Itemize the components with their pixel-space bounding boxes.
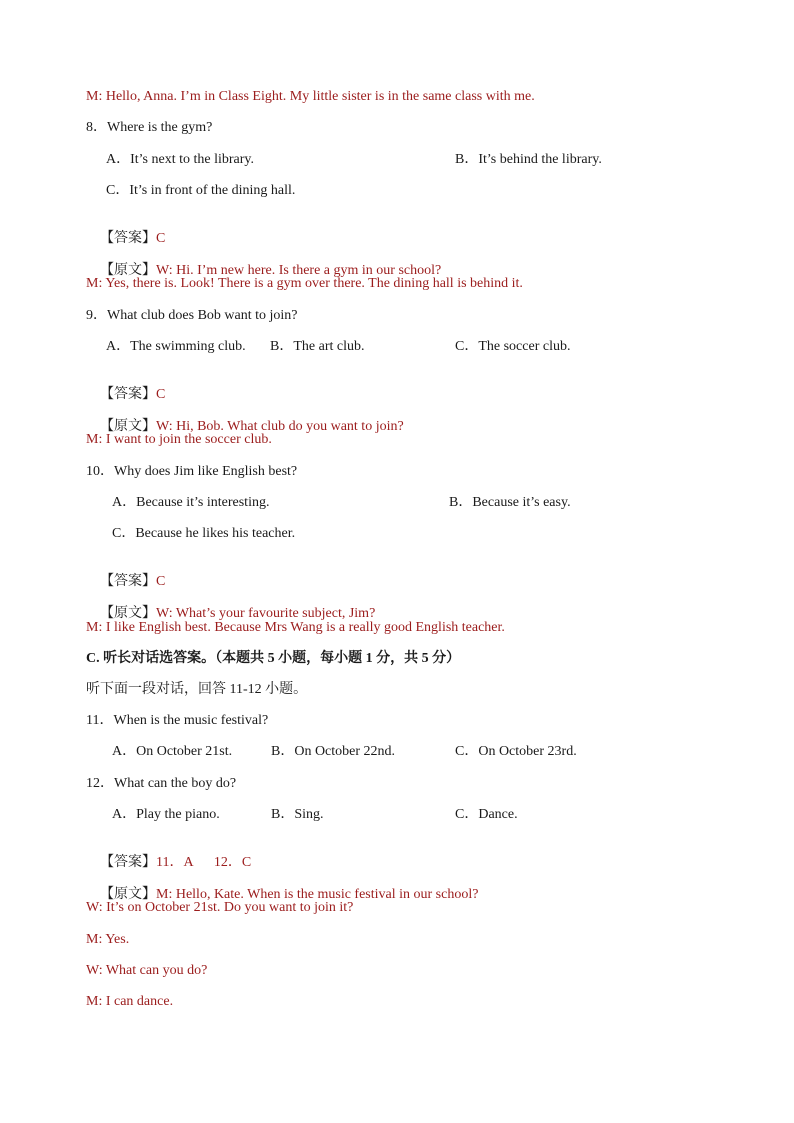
source-tag: 【原文】	[100, 606, 156, 621]
answer-value: C	[156, 574, 166, 589]
option-8b: B．It’s behind the library.	[455, 152, 602, 167]
dialogue-line: M: I like English best. Because Mrs Wang is a really good English teacher.	[86, 620, 505, 635]
source-tag: 【原文】	[100, 887, 156, 902]
dialogue-line: M: I can dance.	[86, 994, 174, 1009]
option-8a: A．It’s next to the library.	[106, 152, 255, 167]
source-text: W: Hi, Bob. What club do you want to join?	[156, 419, 404, 434]
question-11: 11．When is the music festival?	[86, 713, 269, 728]
question-12: 12．What can the boy do?	[86, 776, 237, 791]
question-10: 10．Why does Jim like English best?	[86, 464, 298, 479]
source-text: M: Hello, Kate. When is the music festival in our school?	[156, 887, 479, 902]
option-12a: A．Play the piano.	[112, 807, 220, 822]
option-10b: B．Because it’s easy.	[449, 495, 571, 510]
question-9: 9．What club does Bob want to join?	[86, 308, 298, 323]
option-9a: A．The swimming club.	[106, 339, 246, 354]
answer-tag: 【答案】	[100, 855, 156, 870]
source-text: W: Hi. I’m new here. Is there a gym in our school?	[156, 263, 442, 278]
source-tag: 【原文】	[100, 419, 156, 434]
dialogue-line: W: It’s on October 21st. Do you want to join it?	[86, 900, 354, 915]
option-10c: C．Because he likes his teacher.	[112, 526, 296, 541]
dialogue-line: M: Yes, there is. Look! There is a gym over there. The dining hall is behind it.	[86, 276, 523, 291]
option-9b: B．The art club.	[270, 339, 365, 354]
option-12b: B．Sing.	[271, 807, 324, 822]
answer-value: C	[156, 387, 166, 402]
option-12c: C．Dance.	[455, 807, 518, 822]
option-11a: A．On October 21st.	[112, 744, 233, 759]
question-8: 8．Where is the gym?	[86, 120, 213, 135]
option-10a: A．Because it’s interesting.	[112, 495, 270, 510]
dialogue-line: W: What can you do?	[86, 963, 208, 978]
answer-value: C	[156, 231, 166, 246]
answer-value: 11．A 12．C	[156, 855, 252, 870]
dialogue-line: M: I want to join the soccer club.	[86, 432, 272, 447]
section-heading: C. 听长对话选答案。（本题共 5 小题，每小题 1 分，共 5 分）	[86, 651, 461, 666]
option-8c: C．It’s in front of the dining hall.	[106, 183, 296, 198]
answer-tag: 【答案】	[100, 231, 156, 246]
option-9c: C．The soccer club.	[455, 339, 571, 354]
source-tag: 【原文】	[100, 263, 156, 278]
instruction: 听下面一段对话，回答 11-12 小题。	[86, 682, 308, 697]
dialogue-line: M: Yes.	[86, 932, 130, 947]
source-text: W: What’s your favourite subject, Jim?	[156, 606, 376, 621]
answer-tag: 【答案】	[100, 387, 156, 402]
option-11b: B．On October 22nd.	[271, 744, 396, 759]
dialogue-line: M: Hello, Anna. I’m in Class Eight. My little sister is in the same class with me.	[86, 89, 535, 104]
option-11c: C．On October 23rd.	[455, 744, 577, 759]
answer-tag: 【答案】	[100, 574, 156, 589]
